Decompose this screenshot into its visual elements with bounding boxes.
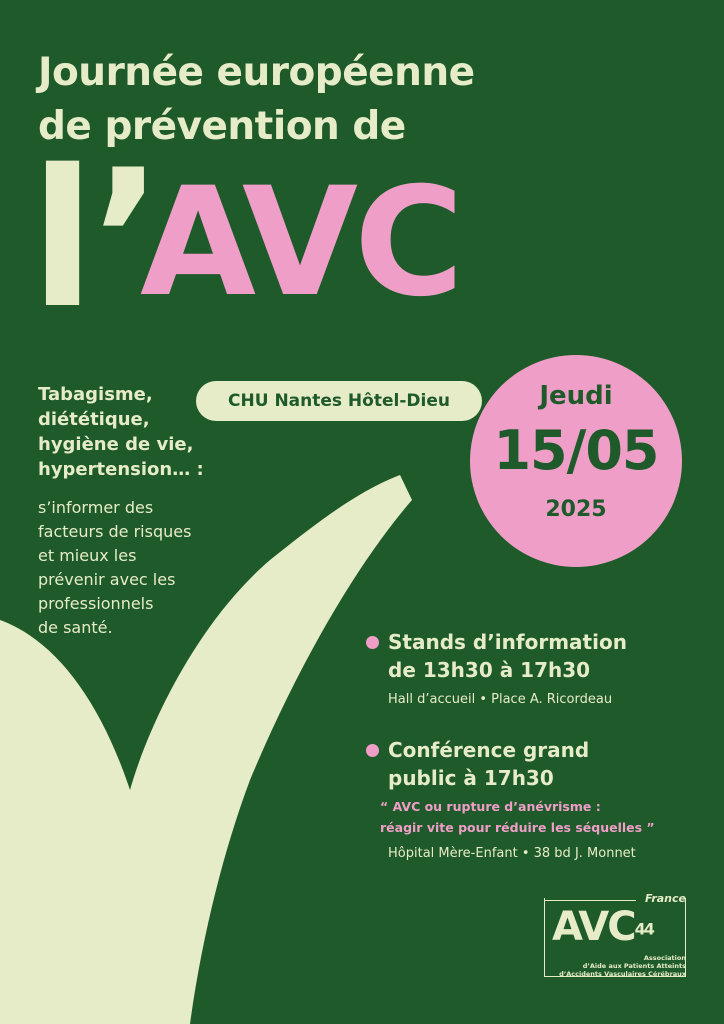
assoc-line: d’Accidents Vasculaires Cérébraux xyxy=(559,970,686,978)
date-year: 2025 xyxy=(545,497,607,522)
risk-factors-description xyxy=(38,496,238,640)
event-time: de 13h30 à 17h30 xyxy=(388,658,591,682)
event-time: public à 17h30 xyxy=(388,766,554,790)
event-conference xyxy=(366,736,706,864)
bullet-icon xyxy=(366,636,379,649)
logo-mark xyxy=(552,904,653,950)
lead-line: Tabagisme, xyxy=(38,384,153,405)
bullet-icon xyxy=(366,744,379,757)
quote-line: réagir vite pour réduire les séquelles ” xyxy=(380,820,655,835)
lead-line: hygiène de vie, xyxy=(38,434,194,455)
assoc-line: Association xyxy=(643,954,686,962)
sub-line: professionnels xyxy=(38,594,154,613)
logo-country: France xyxy=(645,892,686,905)
assoc-line: d’Aide aux Patients Atteints xyxy=(582,962,686,970)
event-stands xyxy=(366,628,706,710)
logo-association xyxy=(544,954,686,978)
conference-quote xyxy=(380,796,706,838)
sub-line: facteurs de risques xyxy=(38,522,192,541)
sub-line: prévenir avec les xyxy=(38,570,176,589)
headline-article: l’ xyxy=(30,129,160,350)
event-place: Hall d’accueil • Place A. Ricordeau xyxy=(388,692,613,707)
logo-mark-text: AVC xyxy=(552,904,635,950)
headline-avc: AVC xyxy=(140,156,461,330)
location-pill: CHU Nantes Hôtel-Dieu xyxy=(196,381,482,421)
title-line-2: de prévention de xyxy=(38,104,406,149)
date-day: Jeudi xyxy=(539,381,613,411)
sub-line: et mieux les xyxy=(38,546,137,565)
date-value: 15/05 xyxy=(493,419,659,482)
sub-line: de santé. xyxy=(38,618,113,637)
quote-line: “ AVC ou rupture d’anévrisme : xyxy=(380,799,601,814)
sub-line: s’informer des xyxy=(38,498,154,517)
lead-line: diététique, xyxy=(38,409,150,430)
event-title: Conférence grand xyxy=(388,738,590,762)
event-place: Hôpital Mère-Enfant • 38 bd J. Monnet xyxy=(388,846,636,861)
title-line-1: Journée européenne xyxy=(38,50,475,95)
lead-line: hypertension… : xyxy=(38,459,204,480)
logo-number: 44 xyxy=(634,919,653,939)
france-avc-logo xyxy=(544,892,686,984)
date-badge xyxy=(470,355,682,567)
event-title: Stands d’information xyxy=(388,630,627,654)
